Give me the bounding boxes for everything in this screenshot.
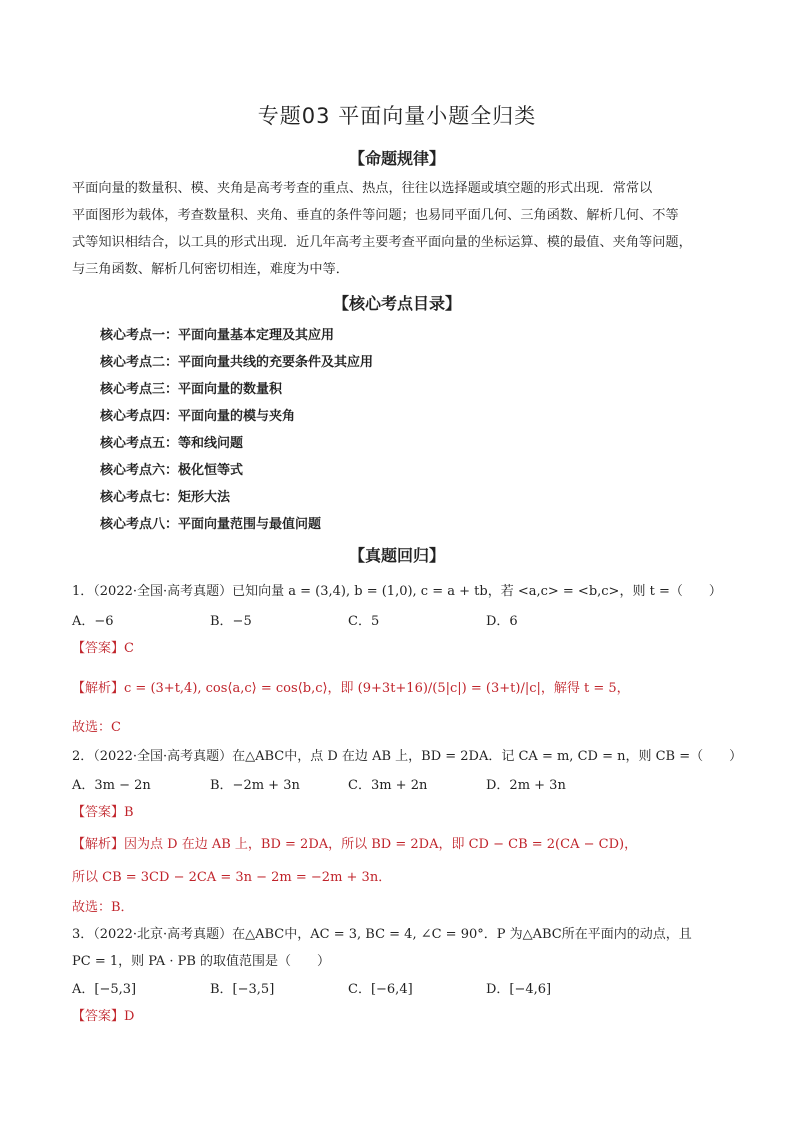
q1-option-b: B．−5 bbox=[210, 614, 252, 629]
toc-item: 核心考点三：平面向量的数量积 bbox=[100, 382, 283, 397]
toc-item: 核心考点七：矩形大法 bbox=[100, 490, 231, 505]
page-title: 专题03 平面向量小题全归类 bbox=[257, 104, 537, 128]
q2-option-c: C．3m + 2n bbox=[348, 778, 428, 793]
section-heading-real: 【真题回归】 bbox=[348, 546, 445, 565]
section-heading-rule: 【命题规律】 bbox=[348, 149, 445, 168]
answer-value: D bbox=[124, 1009, 135, 1024]
q1-option-c: C．5 bbox=[348, 614, 380, 629]
toc-item: 核心考点二：平面向量共线的充要条件及其应用 bbox=[100, 355, 374, 370]
answer-tag: 【答案】 bbox=[72, 1009, 125, 1024]
intro-line: 平面图形为载体，考查数量积、夹角、垂直的条件等问题；也易同平面几何、三角函数、解析几何、不等 bbox=[72, 208, 679, 223]
toc-item: 核心考点六：极化恒等式 bbox=[100, 463, 244, 478]
question-1-stem: 1．（2022·全国·高考真题）已知向量 a = (3,4), b = (1,0), c = a + tb，若 <a,c> = <b,c>，则 t =（ ） bbox=[72, 584, 722, 599]
q1-conclusion: 故选：C bbox=[72, 720, 121, 735]
q2-option-a: A．3m − 2n bbox=[72, 778, 151, 793]
analysis-tag: 【解析】 bbox=[72, 837, 125, 852]
intro-line: 与三角函数、解析几何密切相连，难度为中等． bbox=[72, 262, 349, 277]
q1-analysis bbox=[72, 677, 752, 696]
question-3-stem-line-2: PC = 1，则 PA · PB 的取值范围是（ ） bbox=[72, 954, 331, 969]
q2-analysis-line-2: 所以 CB = 3CD − 2CA = 3n − 2m = −2m + 3n． bbox=[72, 870, 392, 885]
answer-value: C bbox=[124, 641, 134, 656]
q2-option-b: B．−2m + 3n bbox=[210, 778, 300, 793]
analysis-text: c = (3+t,4), cos⟨a,c⟩ = cos⟨b,c⟩，即 (9+3t+16)/(5|c|) = (3+t)/|c|，解得 t = 5， bbox=[124, 681, 630, 696]
q2-answer bbox=[72, 801, 752, 820]
q2-conclusion: 故选：B． bbox=[72, 900, 134, 915]
intro-paragraph bbox=[72, 175, 732, 283]
toc-item: 核心考点一：平面向量基本定理及其应用 bbox=[100, 328, 335, 343]
q3-option-c: C．[−6,4] bbox=[348, 982, 413, 997]
q1-option-a: A．−6 bbox=[72, 614, 114, 629]
answer-tag: 【答案】 bbox=[72, 641, 125, 656]
question-2-stem: 2．（2022·全国·高考真题）在△ABC中，点 D 在边 AB 上，BD = 2DA．记 CA = m, CD = n，则 CB =（ ） bbox=[72, 749, 743, 764]
answer-tag: 【答案】 bbox=[72, 805, 125, 820]
analysis-tag: 【解析】 bbox=[72, 681, 125, 696]
q3-option-b: B．[−3,5] bbox=[210, 982, 275, 997]
toc-item: 核心考点五：等和线问题 bbox=[100, 436, 244, 451]
q3-answer bbox=[72, 1005, 752, 1024]
toc-item: 核心考点四：平面向量的模与夹角 bbox=[100, 409, 296, 424]
q3-option-a: A．[−5,3] bbox=[72, 982, 137, 997]
answer-value: B bbox=[124, 805, 134, 820]
q2-analysis bbox=[72, 833, 752, 852]
intro-line: 平面向量的数量积、模、夹角是高考考查的重点、热点，往往以选择题或填空题的形式出现．常常以 bbox=[72, 181, 653, 196]
q3-option-d: D．[−4,6] bbox=[486, 982, 552, 997]
q1-answer bbox=[72, 637, 752, 656]
analysis-text: 因为点 D 在边 AB 上，BD = 2DA，所以 BD = 2DA，即 CD − CB = 2(CA − CD)， bbox=[124, 837, 638, 852]
q1-option-d: D．6 bbox=[486, 614, 518, 629]
section-heading-toc: 【核心考点目录】 bbox=[332, 294, 461, 313]
q2-option-d: D．2m + 3n bbox=[486, 778, 566, 793]
question-3-stem: 3．（2022·北京·高考真题）在△ABC中，AC = 3, BC = 4, ∠C = 90°．P 为△ABC所在平面内的动点，且 bbox=[72, 927, 692, 942]
toc-item: 核心考点八：平面向量范围与最值问题 bbox=[100, 517, 322, 532]
intro-line: 式等知识相结合，以工具的形式出现．近几年高考主要考查平面向量的坐标运算、模的最值、夹角等问题， bbox=[72, 235, 692, 250]
